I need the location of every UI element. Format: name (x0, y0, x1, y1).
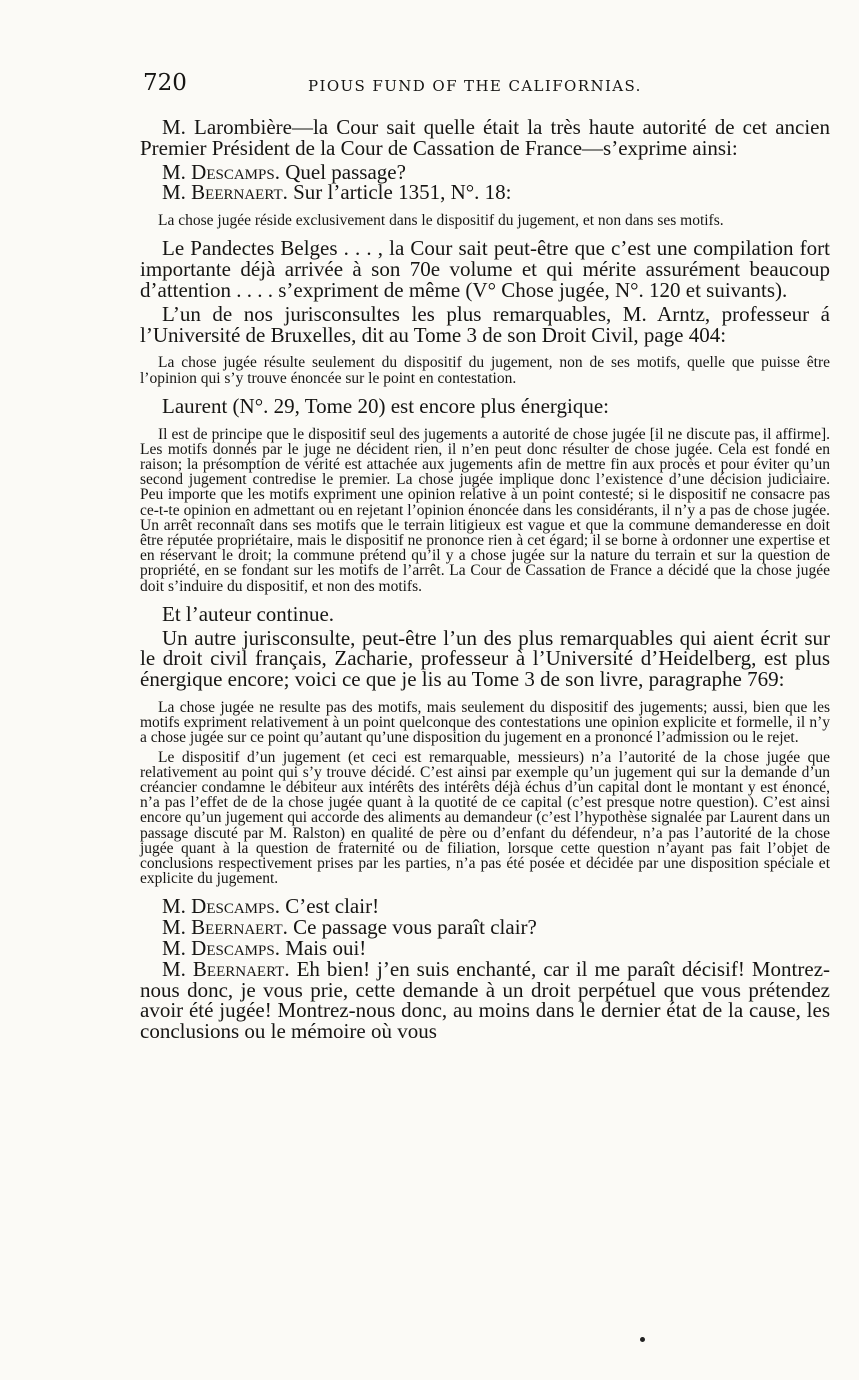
quote-zacharie-1: La chose jugée ne resulte pas des motifs, mais seulement du dispositif des jugements; aussi, bien que les motifs expriment relativement à un point quelconque des contestations une opinion explicite et formelle, il n’y a chose jugée sur ce point qu’autant qu’une disposition du jugement en a prononcé l’admission ou le rejet. (140, 699, 830, 747)
page-number: 720 (143, 70, 187, 96)
dialogue-text: Sur l’article 1351, N°. 18: (293, 180, 512, 205)
body-text (140, 117, 830, 1042)
speaker-descamps: M. Descamps. (162, 159, 280, 184)
speaker-descamps: M. Descamps. (162, 894, 280, 919)
speaker-beernaert: M. Beernaert. (162, 180, 288, 205)
dialogue-beernaert-3 (140, 956, 831, 1044)
dialogue-beernaert-1 (140, 182, 830, 203)
dialogue-text: Ce passage vous paraît clair? (293, 915, 537, 940)
dialogue-descamps-2 (140, 896, 830, 917)
quote-laurent: Il est de principe que le dispositif seul des jugements a autorité de chose jugée [il ne discute pas, il affirme]. Les motifs donnés par le juge ne décident rien, il n’en peut donc résulter de chose jugée. Cela est fondé en raison; la présomption de vérité est attachée aux jugements afin de mettre fin aux procès et pour éviter qu’un second jugement contredise le premier. La chose jugée implique donc l’existence d’une décision judiciaire. Peu importe que les motifs expriment une opinion relative à un point contesté; si le dispositif ne consacre pas ce-t-te opinion en admettant ou en rejetant l’opinion énoncée dans les considérants, il n’y a pas de chose jugée. Un arrêt reconnaît dans ses motifs que le terrain litigieux est vague et que la commune demanderesse en doit être réputée propriétaire, mais le dispositif ne prononce rien à cet égard; il se borne à ordonner une expertise et en réservant le droit; la commune prétend qu’il y a chose jugée sur la nature du terrain et sur la question de propriété, en se fondant sur les motifs de l’arrêt. La Cour de Cassation de France a décidé que la chose jugée doit s’induire du dispositif, et non des motifs. (140, 425, 830, 595)
paragraph-zacharie: Un autre jurisconsulte, peut-être l’un des plus remarquables qui aient écrit sur le droit civil français, Zacharie, professeur à l’Université d’Heidelberg, est plus énergique encore; voici ce que je lis au Tome 3 de son livre, paragraphe 769: (140, 625, 830, 692)
page-header (143, 70, 833, 104)
paragraph-pandectes: Le Pandectes Belges . . . , la Cour sait peut-être que c’est une compilation fort importante déjà arrivée à son 70e volume et qui mérite assurément beaucoup d’attention . . . . s’expriment de même (V° Chose jugée, N°. 120 et suivants). (140, 236, 830, 302)
quote-zacharie-2: Le dispositif d’un jugement (et ceci est remarquable, messieurs) n’a l’autorité de la chose jugée que relativement au point qui s’y trouve décidé. C’est ainsi par exemple qu’un jugement qui sur la demande d’un créancier condamne le débiteur aux intérêts des intérêts déjà échus d’un capital dont le montant y est énoncé, n’a pas l’effet de de la chose jugée quant à la quotité de ce capital (c’est presque notre question). C’est ainsi encore qu’un jugement qui accorde des aliments au demandeur (c’est l’hypothèse signalée par Laurent dans un passage discuté par M. Ralston) en qualité de père ou d’enfant du défendeur, n’a pas l’autorité de la chose jugée quant à la question de fraternité ou de filiation, lorsque cette question n’ayant pas fait l’objet de conclusions respectivement prises par les parties, n’a pas été posée et décidée par une disposition spéciale et explicite du jugement. (140, 748, 830, 888)
stray-dot (640, 1337, 645, 1342)
dialogue-descamps-3 (140, 938, 830, 959)
speaker-beernaert: M. Beernaert. (162, 956, 290, 981)
paragraph-auteur: Et l’auteur continue. (162, 601, 335, 626)
dialogue-text: C’est clair! (285, 894, 380, 919)
quote-larombiere: La chose jugée réside exclusivement dans le dispositif du jugement, et non dans ses motifs. (158, 212, 724, 230)
paragraph-arntz: L’un de nos jurisconsultes les plus remarquables, M. Arntz, professeur á l’Université de Bruxelles, dit au Tome 3 de son Droit Civil, page 404: (140, 301, 830, 347)
speaker-beernaert: M. Beernaert. (162, 915, 288, 940)
dialogue-text: Mais oui! (285, 936, 367, 961)
dialogue-descamps-1 (140, 159, 830, 184)
dialogue-text: Quel passage? (285, 159, 406, 184)
dialogue-text: Eh bien! j’en suis enchanté, car il me paraît décisif! Montrez-nous donc, je vous prie, cette demande à un droit perpétuel que vous prétendez avoir été jugée! Montrez-nous donc, au moins dans le dernier état de la cause, les conclusions ou le mémoire où vous (140, 956, 831, 1044)
speaker-descamps: M. Descamps. (162, 936, 280, 961)
quote-arntz: La chose jugée résulte seulement du dispositif du jugement, non de ses motifs, quelle que puisse être l’opinion qui s’y trouve énoncée sur le point en contestation. (140, 354, 830, 387)
dialogue-beernaert-2 (140, 917, 830, 938)
paragraph-laurent: Laurent (N°. 29, Tome 20) est encore plus énergique: (162, 393, 610, 418)
running-head: PIOUS FUND OF THE CALIFORNIAS. (308, 77, 642, 95)
paragraph-larombiere: M. Larombière—la Cour sait quelle était la très haute autorité de cet ancien Premier Président de la Cour de Cassation de France—s’exprime ainsi: (140, 115, 830, 160)
